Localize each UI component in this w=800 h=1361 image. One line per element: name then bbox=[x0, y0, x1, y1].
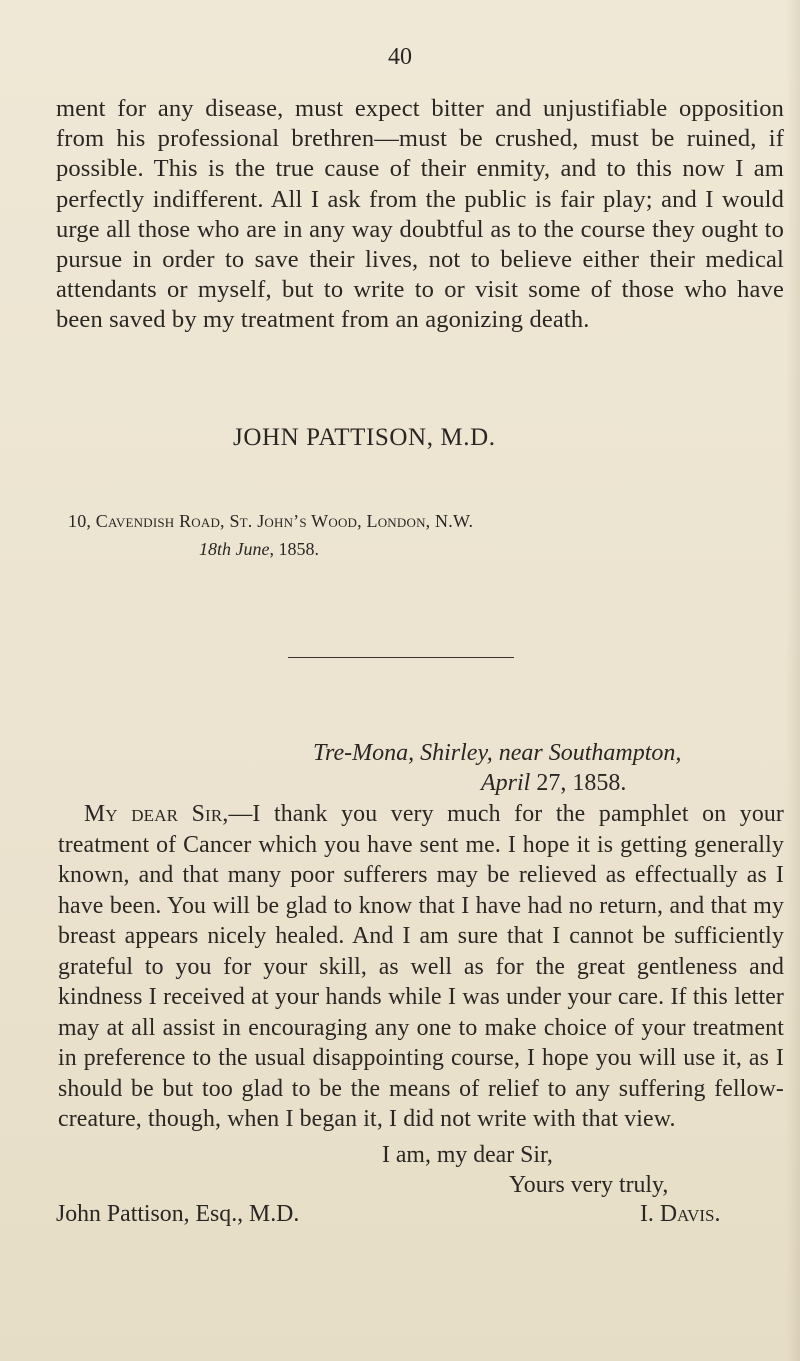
letter-closing-line-2: Yours very truly, bbox=[509, 1172, 669, 1198]
letter-date-month: April bbox=[481, 770, 531, 796]
letter-closing-line-1: I am, my dear Sir, bbox=[382, 1142, 553, 1168]
letter-heading: Tre-Mona, Shirley, near Southampton, bbox=[313, 740, 682, 766]
letter-body-text: —I thank you very much for the pamphlet on your treatment of Cancer which you have sent me. I hope it is getting generally known, and that many poor sufferers may be relieved as effectually as I have been. You will be glad to know that I have had no return, and that my breast appears nicely healed. And I am sure that I cannot be sufficiently grateful to you for your skill, as well as for the great gentleness and kindness I received at your hands while I was under your care. If this letter may at all assist in encouraging any one to make choice of your treatment in preference to the usual disappointing course, I hope you will use it, as I should be but too glad to be the means of relief to any suffering fellow-creature, though, when I began it, I did not write with that view. bbox=[58, 801, 784, 1132]
signature-date-year: , 1858. bbox=[269, 539, 319, 559]
letter-date bbox=[481, 770, 626, 797]
address-text: 10, Cavendish Road, St. John’s Wood, London, N.W. bbox=[68, 511, 474, 531]
paragraph-continuation: ment for any disease, must expect bitter and unjustifiable opposition from his professional brethren—must be crushed, must be ruined, if possible. This is the true cause of their enmity, and to this now I am perfectly indifferent. All I ask from the public is fair play; and I would urge all those who are in any way doubtful as to the course they ought to pursue in order to save their lives, not to believe either their medical attendants or myself, but to write to or visit some of those who have been saved by my treatment from an agonizing death. bbox=[56, 95, 784, 334]
page-number: 40 bbox=[388, 44, 412, 70]
page-edge-shadow bbox=[786, 0, 800, 1361]
author-signature: JOHN PATTISON, M.D. bbox=[233, 424, 496, 451]
letter-date-rest: 27, 1858. bbox=[530, 770, 627, 796]
section-divider bbox=[288, 657, 514, 658]
letter-body bbox=[58, 799, 784, 1135]
signature-date bbox=[199, 539, 319, 560]
letter-sender: I. Davis. bbox=[640, 1201, 721, 1227]
signature-date-day: 18th June bbox=[199, 539, 270, 559]
letter-salutation: My dear Sir, bbox=[84, 801, 229, 827]
author-address bbox=[68, 511, 473, 532]
letter-recipient: John Pattison, Esq., M.D. bbox=[56, 1201, 300, 1227]
